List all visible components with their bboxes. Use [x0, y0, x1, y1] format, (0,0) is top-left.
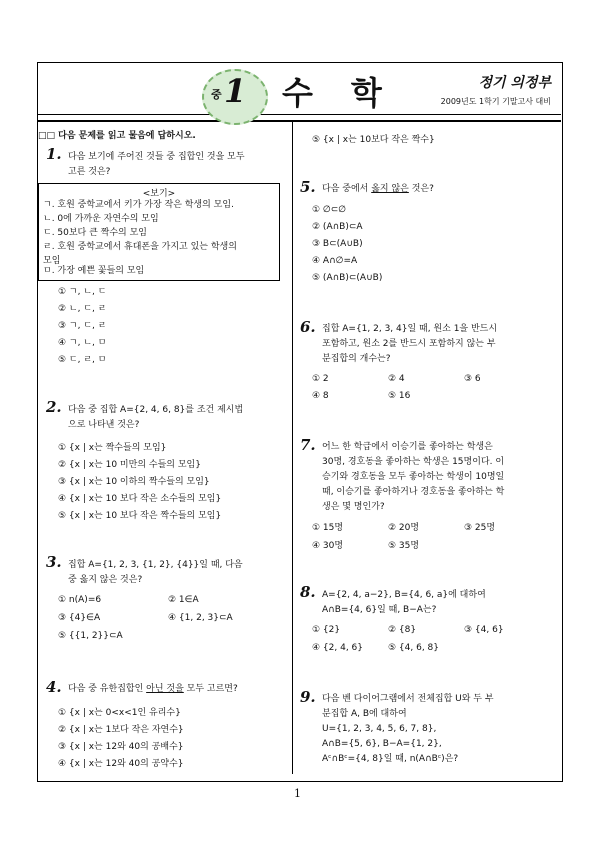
- question-text: 집합 A={1, 2, 3, {1, 2}, {4}}일 때, 다음: [68, 560, 243, 570]
- answer-option[interactable]: ② ㄴ, ㄷ, ㄹ: [58, 304, 107, 314]
- question-number: 2.: [46, 398, 62, 416]
- answer-option[interactable]: ① {x | x는 0<x<1인 유리수}: [58, 708, 181, 718]
- answer-option[interactable]: ④ {x | x는 10 보다 작은 소수들의 모임}: [58, 494, 222, 504]
- answer-option[interactable]: ⑤ {x | x는 10보다 작은 짝수}: [312, 135, 435, 145]
- question-text: 포함하고, 원소 2를 반드시 포함하지 않는 부: [322, 339, 496, 349]
- answer-option[interactable]: ③ {4, 6}: [464, 625, 504, 635]
- example-item: ㄴ. 0에 가까운 자연수의 모임: [43, 214, 159, 224]
- question-number: 5.: [300, 178, 316, 196]
- answer-option[interactable]: ② 20명: [388, 523, 420, 533]
- answer-option[interactable]: ③ 6: [464, 374, 481, 384]
- example-box-title: <보기>: [142, 189, 176, 199]
- question-text-part: 다음 중에서: [322, 184, 372, 194]
- header-divider-thick: [37, 120, 561, 122]
- instructions: □□ 다음 문제를 읽고 물음에 답하시오.: [38, 131, 196, 141]
- question-text: 생은 몇 명인가?: [322, 502, 385, 512]
- question-text: [322, 182, 434, 197]
- answer-option[interactable]: ③ 25명: [464, 523, 496, 533]
- answer-option[interactable]: ① 15명: [312, 523, 344, 533]
- question-number: 8.: [300, 583, 316, 601]
- answer-option[interactable]: ② {x | x는 1보다 작은 자연수}: [58, 725, 184, 735]
- question-text-part: 다음 중 유한집합인: [68, 684, 147, 694]
- answer-option[interactable]: ① {x | x는 짝수들의 모임}: [58, 443, 167, 453]
- question-text-part: 모두 고르면?: [183, 684, 238, 694]
- answer-option[interactable]: ④ {x | x는 12와 40의 공약수}: [58, 759, 184, 769]
- question-text: U={1, 2, 3, 4, 5, 6, 7, 8},: [322, 724, 437, 734]
- answer-option[interactable]: ② 4: [388, 374, 405, 384]
- answer-option[interactable]: ② {8}: [388, 625, 417, 635]
- question-text: [68, 682, 238, 697]
- question-number: 6.: [300, 318, 316, 336]
- column-divider: [292, 122, 293, 774]
- answer-option[interactable]: ④ 8: [312, 391, 329, 401]
- answer-option[interactable]: ④ 30명: [312, 541, 344, 551]
- question-text: 승기와 경호동을 모두 좋아하는 학생이 10명일: [322, 472, 505, 482]
- answer-option[interactable]: ⑤ {{1, 2}}⊂A: [58, 631, 123, 641]
- answer-option[interactable]: ② (A∩B)⊂A: [312, 222, 363, 232]
- exam-source: 정기 의정부: [478, 75, 551, 91]
- question-text: 분집합 A, B에 대하여: [322, 709, 407, 719]
- question-text: 다음 벤 다이어그램에서 전체집합 U와 두 부: [322, 694, 494, 704]
- answer-option[interactable]: ⑤ (A∩B)⊂(A∪B): [312, 273, 383, 283]
- answer-option[interactable]: ⑤ {x | x는 10 보다 작은 짝수들의 모임}: [58, 511, 222, 521]
- question-text: 다음 보기에 주어진 것들 중 집합인 것을 모두: [68, 152, 245, 162]
- question-number: 3.: [46, 553, 62, 571]
- example-item: ㅁ. 가장 예쁜 꽃들의 모임: [43, 266, 145, 276]
- answer-option[interactable]: ③ ㄱ, ㄷ, ㄹ: [58, 321, 107, 331]
- question-text: 어느 한 학급에서 이승기를 좋아하는 학생은: [322, 442, 493, 452]
- question-number: 4.: [46, 678, 62, 696]
- question-text: A∩B={4, 6}일 때, B−A는?: [322, 605, 437, 615]
- question-text: A={2, 4, a−2}, B={4, 6, a}에 대하여: [322, 590, 486, 600]
- example-item: ㄷ. 50보다 큰 짝수의 모임: [43, 228, 148, 238]
- question-text: 집합 A={1, 2, 3, 4}일 때, 원소 1을 반드시: [322, 324, 498, 334]
- question-text: 때, 이승기를 좋아하거나 경호동을 좋아하는 학: [322, 487, 505, 497]
- answer-option[interactable]: ⑤ ㄷ, ㄹ, ㅁ: [58, 355, 107, 365]
- answer-option[interactable]: ④ A∩∅=A: [312, 256, 358, 266]
- question-text: 30명, 경호동을 좋아하는 학생은 15명이다. 이: [322, 457, 505, 467]
- example-item: 모임: [43, 256, 61, 266]
- answer-option[interactable]: ④ {2, 4, 6}: [312, 643, 364, 653]
- example-item: ㄹ. 호원 중학교에서 휴대폰을 가지고 있는 학생의: [43, 242, 237, 252]
- question-text: 으로 나타낸 것은?: [68, 420, 140, 430]
- answer-option[interactable]: ② {x | x는 10 미만의 수들의 모임}: [58, 460, 201, 470]
- question-text: 다음 중 집합 A={2, 4, 6, 8}를 조건 제시법: [68, 405, 244, 415]
- example-item: ㄱ. 호원 중학교에서 키가 가장 작은 학생의 모임.: [43, 200, 234, 210]
- answer-option[interactable]: ① ∅⊂∅: [312, 205, 347, 215]
- answer-option[interactable]: ① ㄱ, ㄴ, ㄷ: [58, 287, 107, 297]
- answer-option[interactable]: ④ ㄱ, ㄴ, ㅁ: [58, 338, 107, 348]
- grade-badge-label: 중: [211, 88, 222, 101]
- question-number: 1.: [46, 145, 62, 163]
- question-text-part: 것은?: [408, 184, 434, 194]
- question-text: 중 옳지 않은 것은?: [68, 575, 143, 585]
- answer-option[interactable]: ③ B⊂(A∪B): [312, 239, 363, 249]
- answer-option[interactable]: ① 2: [312, 374, 329, 384]
- question-text: 분집합의 개수는?: [322, 354, 391, 364]
- answer-option[interactable]: ③ {4}∈A: [58, 613, 101, 623]
- answer-option[interactable]: ① n(A)=6: [58, 595, 102, 605]
- example-box: [38, 183, 280, 281]
- answer-option[interactable]: ① {2}: [312, 625, 341, 635]
- answer-option[interactable]: ④ {1, 2, 3}⊂A: [168, 613, 233, 623]
- exam-subtitle: 2009년도 1학기 기말고사 대비: [440, 97, 551, 106]
- answer-option[interactable]: ⑤ {4, 6, 8}: [388, 643, 440, 653]
- question-number: 7.: [300, 436, 316, 454]
- question-text: A∩B={5, 6}, B−A={1, 2},: [322, 739, 442, 749]
- answer-option[interactable]: ⑤ 16: [388, 391, 411, 401]
- header-divider: [37, 114, 561, 115]
- question-emphasis: 아닌 것을: [146, 684, 184, 694]
- grade-badge-number: 1: [224, 72, 247, 110]
- question-text: Aᶜ∩Bᶜ={4, 8}일 때, n(A∩Bᶜ)은?: [322, 754, 459, 764]
- answer-option[interactable]: ③ {x | x는 10 이하의 짝수들의 모임}: [58, 477, 210, 487]
- answer-option[interactable]: ③ {x | x는 12와 40의 공배수}: [58, 742, 184, 752]
- page-number: 1: [294, 787, 301, 800]
- question-text: 고른 것은?: [68, 167, 111, 177]
- question-emphasis: 옳지 않은: [371, 184, 409, 194]
- question-number: 9.: [300, 688, 316, 706]
- subject-title: 수학: [282, 74, 420, 112]
- answer-option[interactable]: ② 1∈A: [168, 595, 199, 605]
- answer-option[interactable]: ⑤ 35명: [388, 541, 420, 551]
